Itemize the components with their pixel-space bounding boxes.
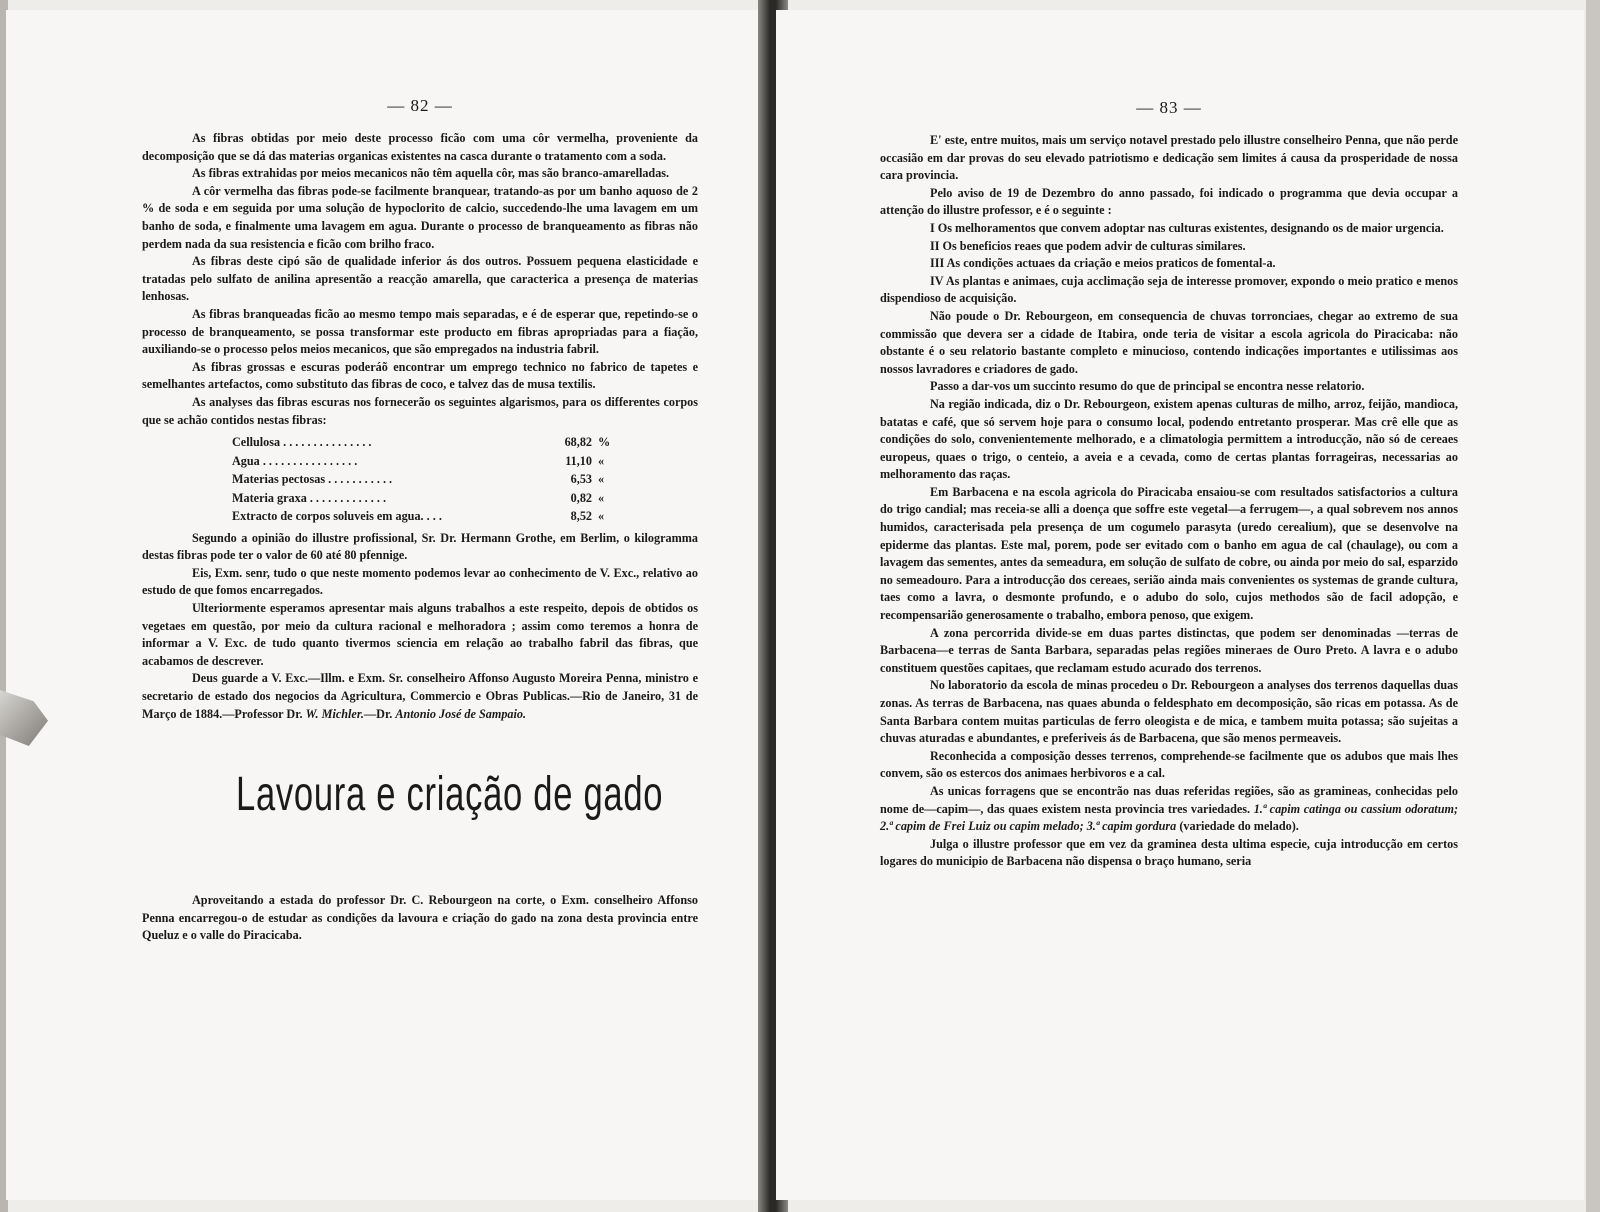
forage-paragraph	[880, 783, 1458, 836]
analysis-value: 11,10	[565, 453, 592, 468]
page-number-83: — 83 —	[1136, 98, 1202, 117]
analysis-label: Materias pectosas . . . . . . . . . . .	[232, 472, 393, 487]
left-page	[6, 10, 764, 1200]
program-item: III As condições actuaes da criação e meios praticos de fomental-a.	[930, 256, 1276, 271]
fiber-analysis-table	[232, 433, 628, 526]
program-item: I Os melhoramentos que convem adoptar nas culturas existentes, designando os de maior urgencia.	[930, 220, 1444, 235]
paragraph: E' este, entre muitos, mais um serviço notavel prestado pelo illustre conselheiro Penna, que não perde occasião em dar provas do seu elevado patriotismo e dedicação sem limites á causa da prosperidade de nossa cara provincia.	[880, 133, 1458, 183]
analysis-value: 8,52	[570, 509, 592, 524]
analysis-value: 6,53	[570, 472, 592, 487]
paragraph: Eis, Exm. senr, tudo o que neste momento podemos levar ao conhecimento de V. Exc., relativo ao estudo de que fomos encarregados.	[142, 565, 698, 598]
section-title: Lavoura e criação de gado	[236, 768, 664, 822]
intro-paragraph: Aproveitando a estada do professor Dr. C. Rebourgeon na corte, o Exm. conselheiro Affonso Penna encarregou-o de estudar as condições da lavoura e criação do gado na zona desta provincia entre Queluz e o valle do Piracicaba.	[142, 893, 698, 943]
paragraph: Julga o illustre professor que em vez da graminea desta ultima especie, cuja introducção em certos logares do municipio de Barbacena não dispensa o braço humano, seria	[880, 836, 1458, 869]
analysis-unit: «	[598, 490, 605, 505]
analysis-label: Materia graxa . . . . . . . . . . . . .	[232, 490, 387, 505]
forage-text: As unicas forragens que se encontrão nas duas referidas regiões, são as gramineas, conhecidas pelo nome de—capim—, das quaes existem nesta provincia tres variedades.	[880, 783, 1458, 816]
analysis-unit: «	[598, 509, 605, 524]
page-number-82: — 82 —	[387, 96, 453, 115]
paragraph: Segundo a opinião do illustre profissional, Sr. Dr. Hermann Grothe, em Berlim, o kilogramma destas fibras pode ter o valor de 60 até 80 pfennige.	[142, 530, 698, 563]
paragraph: As fibras deste cipó são de qualidade inferior ás dos outros. Possuem pequena elasticidade e tratadas pelo sulfato de anilina apresentão a reacção amarella, que caracterica a presença de materias lenhosas.	[142, 254, 698, 304]
program-item: II Os beneficios reaes que podem advir de culturas similares.	[930, 238, 1246, 253]
analysis-value: 0,82	[570, 490, 592, 505]
table-row	[232, 452, 628, 471]
paragraph: As fibras branqueadas ficão ao mesmo tempo mais separadas, e é de esperar que, repetindo-se o processo de branqueamento, se possa transformar este producto em fibras apropriadas para a fiação, auxiliando-se o processo pelos meios mecanicos, que são empregados na industria fabril.	[142, 306, 698, 357]
paragraph: No laboratorio da escola de minas procedeu o Dr. Rebourgeon a analyses dos terrenos daquellas duas zonas. As terras de Barbacena, nas quaes abunda o feldesphato em decomposição, são ricas em potassa. As de Santa Barbara contem muitas particulas de ferro oleogista e de mica, e tambem muita potassa; são sujeitas a chuvas aturadas e abundantes, e preferiveis ás de Barbacena, que são menos permeaveis.	[880, 678, 1458, 746]
closing-signature	[142, 670, 698, 723]
table-row	[232, 489, 628, 508]
paragraph: As fibras extrahidas por meios mecanicos não têm aquella côr, mas são branco-amarelladas.	[192, 166, 670, 181]
right-page	[776, 10, 1584, 1200]
forage-note: (variedade do melado).	[1179, 819, 1299, 834]
analysis-unit: %	[598, 435, 611, 450]
program-item: IV As plantas e animaes, cuja acclimação seja de interesse promover, expondo o meio pratico e menos dispendioso de acquisição.	[880, 273, 1458, 306]
forage-varieties: 1.ª capim catinga ou cassium odoratum; 2.ª capim de Frei Luiz ou capim melado; 3.ª capim gordura	[880, 801, 1459, 834]
paragraph: A côr vermelha das fibras pode-se facilmente branquear, tratando-as por um banho aquoso de 2 % de soda e em seguida por uma solução de hypoclorito de calcio, succedendo-lhe uma lavagem em um banho de soda, e finalmente uma lavagem em agua. Durante o processo de branqueamento as fibras não perdem nada da sua resistencia e ficão com brilho fraco.	[142, 183, 698, 251]
paragraph: Reconhecida a composição desses terrenos, comprehende-se facilmente que os adubos que mais lhes convem, são os estercos dos animaes herbivoros e a cal.	[880, 748, 1458, 781]
paragraph: As analyses das fibras escuras nos fornecerão os seguintes algarismos, para os differentes corpos que se achão contidos nestas fibras:	[142, 394, 698, 427]
signature-separator: —Dr.	[363, 706, 393, 721]
paragraph: Não poude o Dr. Rebourgeon, em consequencia de chuvas torronciaes, chegar ao extremo de sua commissão que devera ser a cidade de Itabira, onde teria de visitar a escola agricola do Piracicaba: não obstante é o seu relatorio bastante completo e minucioso, contendo indicações importantes e utilissimas aos nossos lavradores e criadores de gado.	[880, 308, 1458, 376]
paragraph: As fibras obtidas por meio deste processo ficão com uma côr vermelha, proveniente da decomposição que se dá das materias organicas existentes na casca durante o tratamento com a soda.	[142, 131, 698, 163]
table-row	[232, 507, 628, 526]
analysis-label: Agua . . . . . . . . . . . . . . . .	[232, 453, 358, 468]
paragraph: A zona percorrida divide-se em duas partes distinctas, que podem ser denominadas —terras de Barbacena—e terras de Santa Barbara, separadas pelas regiões mineraes de Ouro Preto. A lavra e o adubo constituem questões capitaes, que reclamam estudo acurado dos terrenos.	[880, 625, 1458, 675]
right-book-edge	[1586, 0, 1600, 1212]
analysis-value: 68,82	[564, 435, 592, 450]
analysis-unit: «	[598, 453, 605, 468]
table-row	[232, 470, 628, 489]
paragraph: Ulteriormente esperamos apresentar mais alguns trabalhos a este respeito, depois de obtidos os vegetaes em questão, por meio da cultura racional e melhoradora ; assim como teremos a honra de informar a V. Exc. de tudo quanto tivermos sciencia em relação ao trabalho fabril das fibras, que acabamos de descrever.	[142, 600, 698, 668]
analysis-label: Cellulosa . . . . . . . . . . . . . . .	[232, 435, 372, 450]
paragraph: Pelo aviso de 19 de Dezembro do anno passado, foi indicado o programma que devia occupar a attenção do illustre professor, e é o seguinte :	[880, 185, 1458, 218]
paragraph: Passo a dar-vos um succinto resumo do que de principal se encontra nesse relatorio.	[930, 379, 1365, 394]
analysis-label: Extracto de corpos soluveis em agua. . . .	[232, 509, 442, 524]
paragraph: Na região indicada, diz o Dr. Rebourgeon, existem apenas culturas de milho, arroz, feijão, mandioca, batatas e café, que só servem hoje para o consumo local, podendo entretanto prosperar. Mas crê elle que as condições do solo, convenientemente melhorado, e a climatologia permittem a introducção, não só de cereaes europeus, quaes o trigo, o centeio, a aveia e a cevada, como de certas plantas forrageiras, necessarias ao melhoramento das raças.	[880, 396, 1458, 482]
signature-michler: W. Michler.	[305, 706, 364, 721]
closing-text: Deus guarde a V. Exc.—Illm. e Exm. Sr. conselheiro Affonso Augusto Moreira Penna, ministro e secretario de estado dos negocios da Agricultura, Commercio e Obras Publicas.—Rio de Janeiro, 31 de Março de 1884.—Professor Dr.	[142, 671, 698, 721]
analysis-unit: «	[598, 472, 605, 487]
table-row	[232, 433, 628, 452]
paragraph: As fibras grossas e escuras poderáõ encontrar um emprego technico no fabrico de tapetes e semelhantes artefactos, como substituto das fibras de coco, e talvez das de musa textilis.	[142, 359, 698, 392]
paragraph: Em Barbacena e na escola agricola do Piracicaba ensaiou-se com resultados satisfactorios a cultura do trigo candial; mas receia-se alli a doença que soffre este vegetal—a ferrugem—, a qual sobrevem nos annos humidos, caracterisada pela presença de um cogumelo parasyta (uredo cerealium), que se desenvolve na epiderme das plantas. Este mal, porem, pode ser evitado com o banho em agua de cal (chaulage), ou com a lavagem das sementes, antes da semeadura, em solução de sulfato de cobre, ou ainda por meio do sal, esparzido no semeadouro. Para a introducção dos cereaes, serião ainda mais convenientes os systemas de grande cultura, taes como a lavra, o desmonte profundo, e o adubo do solo, cujos methodos são de facil adopção, e recompensarião generosamente o trabalho, embora penoso, que exigem.	[880, 484, 1458, 623]
signature-sampaio: Antonio José de Sampaio.	[395, 706, 527, 721]
